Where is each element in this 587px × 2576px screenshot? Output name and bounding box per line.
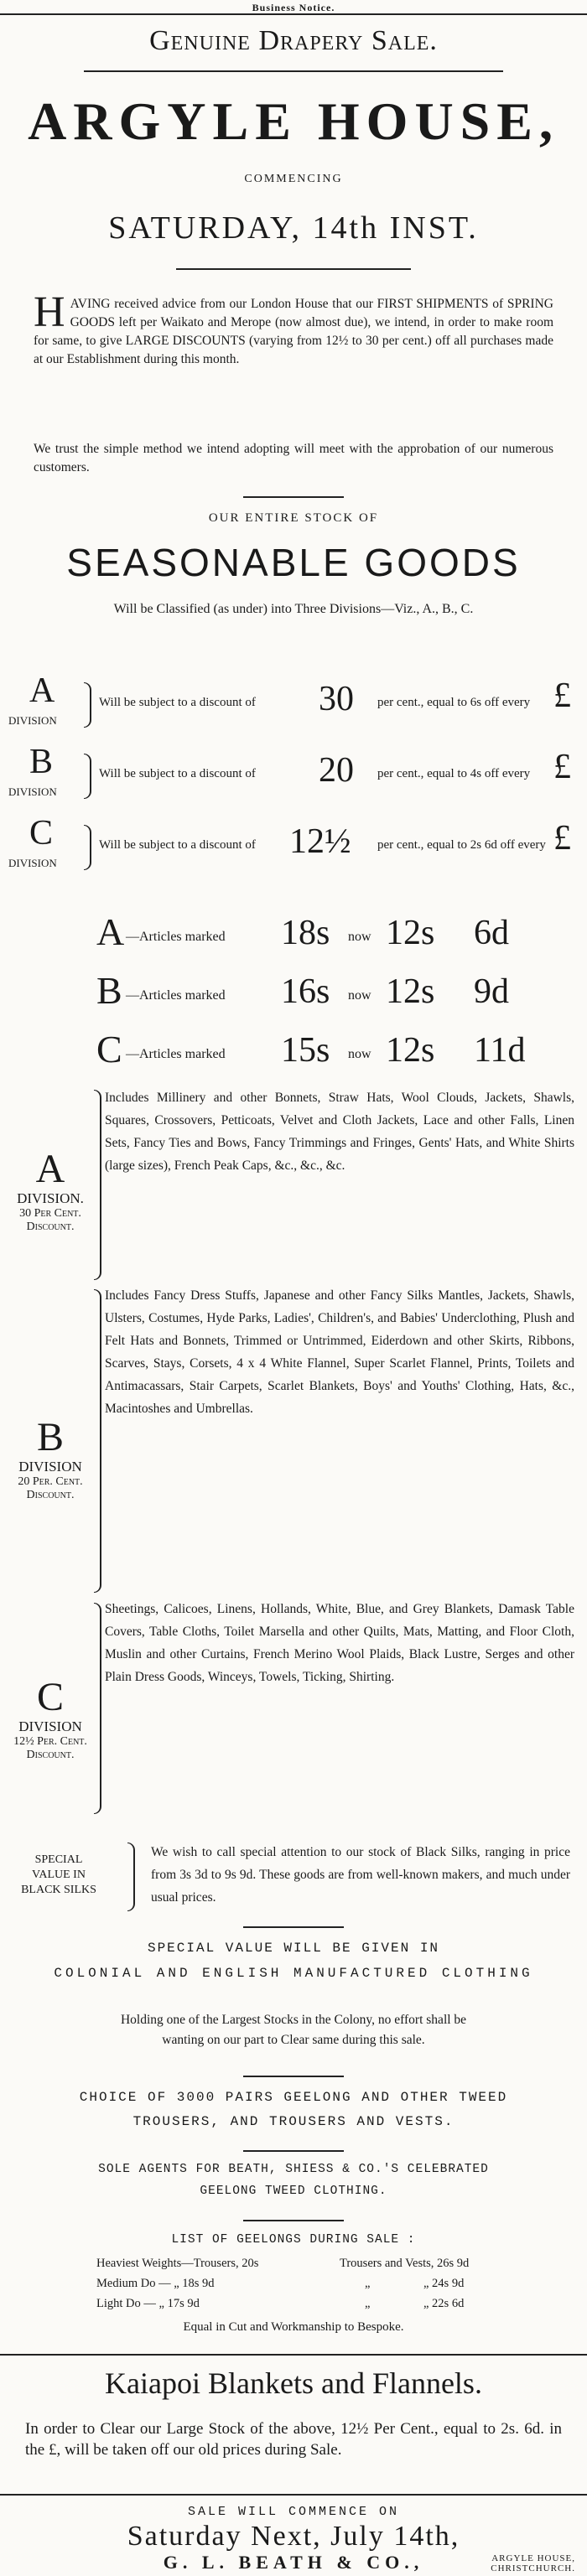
- discount-row: [8, 742, 587, 801]
- division-letter: B: [36, 1415, 64, 1459]
- division-rate: 20 Per. Cent.: [18, 1475, 83, 1488]
- table-row: [96, 2297, 532, 2317]
- entire-stock: OUR ENTIRE STOCK OF: [208, 511, 379, 525]
- special-value-2: COLONIAL AND ENGLISH MANUFACTURED CLOTHING: [54, 1966, 533, 1981]
- price-is: 12s: [386, 914, 435, 952]
- geelong-cell: „ 24s 9d: [423, 2277, 465, 2290]
- brace: [84, 682, 91, 728]
- division-rate: 12½ Per. Cent.: [13, 1735, 87, 1748]
- divider: [243, 2220, 344, 2221]
- division-text: Includes Millinery and other Bonnets, Straw Hats, Wool Clouds, Jackets, Shawls, Squares, Crossovers, Petticoats, Velvet and Cloth Jackets, Lace and other Falls, Linen Sets, Fancy Ties and Bows, Fancy Trimmings and Fringes, Gents' Hats, and White Shirts (large sizes), French Peak Caps, &c., &c., &c.: [105, 1091, 574, 1173]
- brace: [84, 754, 91, 799]
- geelong-title: LIST OF GEELONGS DURING SALE :: [171, 2233, 416, 2247]
- black-silks-text: We wish to call special attention to our stock of Black Silks, ranging in price from 3s 3d to 9s 9d. These goods are from well-known makers, and much under usual prices.: [151, 1845, 570, 1905]
- discount-lead: Will be subject to a discount of: [99, 838, 256, 852]
- section-rule: [0, 2494, 587, 2496]
- price-now: now: [348, 930, 371, 944]
- store-name: ARGYLE HOUSE,: [28, 91, 559, 151]
- price-was: 18s: [281, 914, 330, 952]
- saturday-line: Saturday Next, July 14th,: [127, 2521, 460, 2552]
- divider: [243, 496, 344, 498]
- discount-letter: B: [29, 743, 54, 781]
- commencing: COMMENCING: [244, 173, 343, 185]
- price-now: now: [348, 988, 371, 1003]
- division-letter: C: [36, 1675, 64, 1719]
- choice-line-1: CHOICE OF 3000 PAIRS GEELONG AND OTHER TWEED: [79, 2090, 508, 2105]
- divider: [243, 2150, 344, 2152]
- division-text: Sheetings, Calicoes, Linens, Hollands, White, Blue, and Grey Blankets, Damask Table Covers, Table Cloths, Toilet Marsella and other Quilts, Mats, Matting, and Floor Cloth, Muslin and other Curtains, French Merino Wool Plaids, Black Lustre, Serges and other Plain Dress Goods, Winceys, Towels, Ticking, Shirting.: [105, 1602, 574, 1684]
- discount-label: DIVISION: [8, 857, 57, 869]
- discount-tail: per cent., equal to 2s 6d off every: [377, 838, 546, 852]
- division-head: [8, 1677, 92, 1762]
- discount-lead: Will be subject to a discount of: [99, 767, 256, 780]
- discount-tail: per cent., equal to 4s off every: [377, 767, 531, 780]
- geelong-cell: Light Do — „ 17s 9d: [96, 2297, 200, 2310]
- division-discount: Discount.: [26, 1221, 75, 1233]
- price-d: 11d: [474, 1031, 526, 1070]
- pound-symbol: £: [553, 676, 571, 715]
- label-line: VALUE IN: [32, 1869, 86, 1881]
- geelong-cell: „: [365, 2297, 371, 2310]
- division-name: DIVISION.: [17, 1190, 84, 1206]
- notice-label: Business Notice.: [252, 2, 335, 13]
- special-value-1: SPECIAL VALUE WILL BE GIVEN IN: [147, 1941, 440, 1956]
- discount-rate: 12½: [289, 822, 351, 861]
- division-rate: 30 Per Cent.: [19, 1207, 81, 1220]
- price-row: [96, 910, 566, 956]
- intro-text: AVING received advice from our London House that our FIRST SHIPMENTS of SPRING GOODS left per Waikato and Merope (now almost due), we intend, in order to make room for same, to give LARGE DISCOUNTS (varying from 12½ to 30 per cent.) off all purchases made at our Establishment during this month.: [34, 297, 553, 366]
- label-line: BLACK SILKS: [21, 1884, 96, 1896]
- pound-symbol: £: [553, 748, 571, 786]
- clear-text: In order to Clear our Large Stock of the above, 12½ Per Cent., equal to 2s. 6d. in the £, will be taken off our old prices during Sale.: [25, 2420, 562, 2459]
- choice-line-2: TROUSERS, AND TROUSERS AND VESTS.: [132, 2114, 455, 2129]
- brace: [127, 1843, 135, 1911]
- geelong-cell: Trousers and Vests, 26s 9d: [340, 2257, 470, 2270]
- discount-row: [8, 671, 587, 729]
- geelong-cell: Heaviest Weights—Trousers, 20s: [96, 2257, 259, 2270]
- heading: Genuine Drapery Sale.: [149, 25, 438, 56]
- label-line: SPECIAL: [34, 1853, 83, 1866]
- equal-cut: Equal in Cut and Workmanship to Bespoke.: [183, 2320, 404, 2334]
- address-block: [491, 2553, 575, 2573]
- division-discount: Discount.: [26, 1749, 75, 1761]
- price-is: 12s: [386, 972, 435, 1011]
- kaiapoi-heading: Kaiapoi Blankets and Flannels.: [105, 2366, 482, 2400]
- price-row: [96, 1027, 566, 1073]
- holding-text: Holding one of the Largest Stocks in the Colony, no effort shall be wanting on our part to Clear same during this sale.: [120, 2013, 467, 2047]
- division-name: DIVISION: [18, 1718, 82, 1734]
- division-discount: Discount.: [26, 1489, 75, 1501]
- intro-paragraph: [34, 288, 553, 369]
- price-d: 9d: [474, 972, 509, 1011]
- city: CHRISTCHURCH.: [491, 2563, 575, 2573]
- discount-label: DIVISION: [8, 714, 57, 727]
- division-text: Includes Fancy Dress Stuffs, Japanese and other Fancy Silks Mantles, Jackets, Shawls, Ulsters, Costumes, Hyde Parks, Ladies', Children's, and Babies' Underclothing, Plush and Felt Hats and Bonnets, Trimmed or Untrimmed, Eiderdown and other Skirts, Ribbons, Scarves, Stays, Corsets, 4 x 4 White Flannel, Super Scarlet Flannel, Prints, Toilets and Antimacassars, Stair Carpets, Scarlet Blankets, Boys' and Youths' Clothing, Hats, &c., Macintoshes and Umbrellas.: [105, 1288, 574, 1416]
- brace: [94, 1289, 101, 1593]
- divider: [176, 268, 411, 270]
- price-d: 6d: [474, 914, 509, 952]
- divider: [243, 2076, 344, 2077]
- price-label: —Articles marked: [126, 988, 226, 1003]
- date-line: SATURDAY, 14th INST.: [108, 210, 479, 246]
- price-label: —Articles marked: [126, 1047, 226, 1061]
- discount-label: DIVISION: [8, 785, 57, 798]
- sale-commence: SALE WILL COMMENCE ON: [187, 2505, 400, 2519]
- price-was: 16s: [281, 972, 330, 1011]
- division-name: DIVISION: [18, 1459, 82, 1475]
- table-row: [96, 2277, 532, 2297]
- top-rule: [0, 13, 587, 15]
- sole-agents-2: GEELONG TWEED CLOTHING.: [200, 2185, 387, 2198]
- discount-lead: Will be subject to a discount of: [99, 696, 256, 709]
- price-letter: A: [96, 910, 125, 953]
- divider: [84, 70, 503, 72]
- sole-agents-1: SOLE AGENTS FOR BEATH, SHIESS & CO.'S CELEBRATED: [98, 2163, 489, 2176]
- brace: [94, 1090, 101, 1280]
- pound-symbol: £: [553, 819, 571, 858]
- price-is: 12s: [386, 1031, 435, 1070]
- geelong-cell: „ 22s 6d: [423, 2297, 465, 2310]
- classified-line: Will be Classified (as under) into Three Divisions—Viz., A., B., C.: [113, 602, 474, 616]
- division-head: [8, 1148, 92, 1234]
- table-row: [96, 2257, 532, 2277]
- division-head: [8, 1417, 92, 1502]
- geelong-cell: „: [365, 2277, 371, 2290]
- discount-letter: C: [29, 814, 54, 853]
- discount-rate: 20: [319, 751, 354, 790]
- brace: [84, 825, 91, 870]
- discount-rate: 30: [319, 680, 354, 718]
- seasonable-goods: SEASONABLE GOODS: [66, 541, 521, 584]
- price-row: [96, 968, 566, 1014]
- price-label: —Articles marked: [126, 930, 226, 944]
- price-letter: C: [96, 1028, 122, 1070]
- geelong-table: [96, 2257, 532, 2317]
- argyle-house: ARGYLE HOUSE,: [491, 2553, 575, 2563]
- brace: [94, 1603, 101, 1814]
- section-rule: [0, 2354, 587, 2356]
- black-silks-label: [0, 1853, 117, 1898]
- price-was: 15s: [281, 1031, 330, 1070]
- geelong-cell: Medium Do — „ 18s 9d: [96, 2277, 215, 2290]
- division-letter: A: [35, 1147, 65, 1191]
- drop-cap: H: [34, 288, 65, 336]
- firm-name: G. L. BEATH & CO.,: [163, 2552, 424, 2573]
- divider: [243, 1926, 344, 1928]
- trust-paragraph: We trust the simple method we intend adopting will meet with the approbation of our numerous customers.: [34, 442, 553, 474]
- discount-tail: per cent., equal to 6s off every: [377, 696, 531, 709]
- price-letter: B: [96, 969, 122, 1012]
- price-now: now: [348, 1047, 371, 1061]
- discount-row: [8, 813, 587, 872]
- discount-letter: A: [29, 671, 55, 710]
